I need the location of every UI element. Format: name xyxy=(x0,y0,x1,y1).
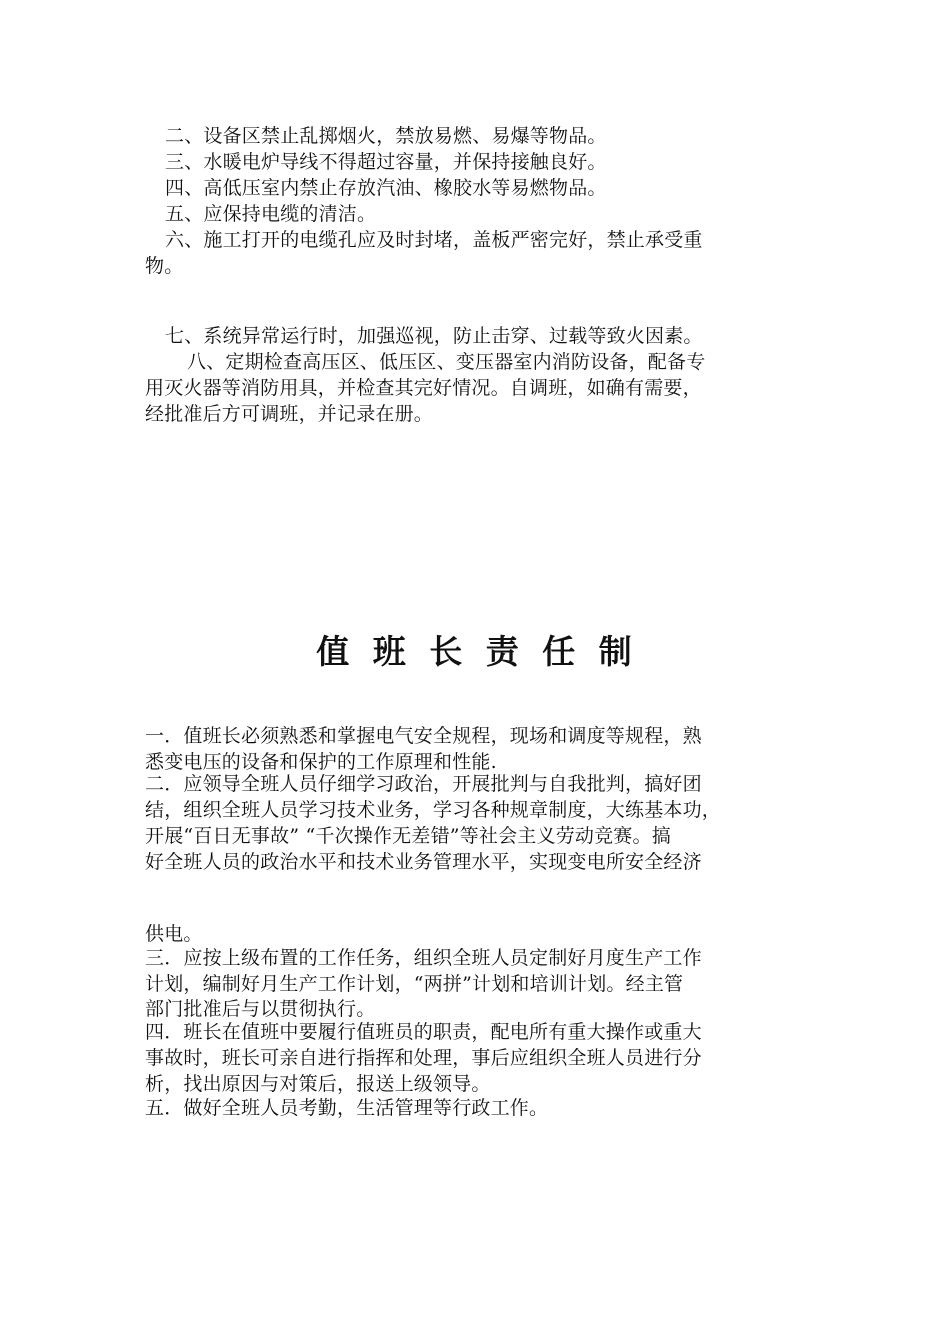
duty-line-1: 一．值班长必须熟悉和掌握电气安全规程，现场和调度等规程，熟 xyxy=(145,725,702,747)
rule-line-2: 二、设备区禁止乱掷烟火，禁放易燃、易爆等物品。 xyxy=(165,125,607,147)
duty-line-2: 二．应领导全班人员仔细学习政治，开展批判与自我批判，搞好团 xyxy=(145,773,702,795)
duty-line-4-cont-2: 析，找出原因与对策后，报送上级领导。 xyxy=(145,1073,491,1095)
rule-line-5: 五、应保持电缆的清洁。 xyxy=(165,203,377,225)
duty-line-1-cont: 悉变电压的设备和保护的工作原理和性能. xyxy=(145,751,497,773)
rule-line-7: 七、系统异常运行时，加强巡视，防止击穿、过载等致火因素。 xyxy=(165,325,703,347)
duty-line-3: 三．应按上级布置的工作任务，组织全班人员定制好月度生产工作 xyxy=(145,947,702,969)
duty-line-2-cont-2: 开展“百日无事故” “千次操作无差错”等社会主义劳动竞赛。搞 xyxy=(145,825,671,847)
rule-line-6: 六、施工打开的电缆孔应及时封堵，盖板严密完好，禁止承受重 xyxy=(165,229,703,251)
duty-line-2-cont-1: 结，组织全班人员学习技术业务，学习各种规章制度，大练基本功， xyxy=(145,799,722,821)
duty-line-2-cont-4: 供电。 xyxy=(145,923,203,945)
duty-line-4-cont-1: 事故时，班长可亲自进行指挥和处理，事后应组织全班人员进行分 xyxy=(145,1047,702,1069)
rule-line-3: 三、水暖电炉导线不得超过容量，并保持接触良好。 xyxy=(165,151,607,173)
rule-line-4: 四、高低压室内禁止存放汽油、橡胶水等易燃物品。 xyxy=(165,177,607,199)
duty-line-4: 四．班长在值班中要履行值班员的职责，配电所有重大操作或重大 xyxy=(145,1021,702,1043)
rule-line-6-cont: 物。 xyxy=(145,255,184,277)
section-title: 值 班 长 责 任 制 xyxy=(316,632,634,671)
duty-line-3-cont-1: 计划，编制好月生产工作计划，“两拼”计划和培训计划。经主管 xyxy=(145,973,684,995)
rule-line-8-cont-1: 用灭火器等消防用具，并检查其完好情况。自调班，如确有需要， xyxy=(145,377,702,399)
rule-line-8-cont-2: 经批准后方可调班，并记录在册。 xyxy=(145,403,434,425)
duty-line-2-cont-3: 好全班人员的政治水平和技术业务管理水平，实现变电所安全经济 xyxy=(145,851,702,873)
duty-line-5: 五．做好全班人员考勤，生活管理等行政工作。 xyxy=(145,1097,549,1119)
rule-line-8: 八、定期检查高压区、低压区、变压器室内消防设备，配备专 xyxy=(187,351,706,373)
duty-line-3-cont-2: 部门批准后与以贯彻执行。 xyxy=(145,998,376,1020)
